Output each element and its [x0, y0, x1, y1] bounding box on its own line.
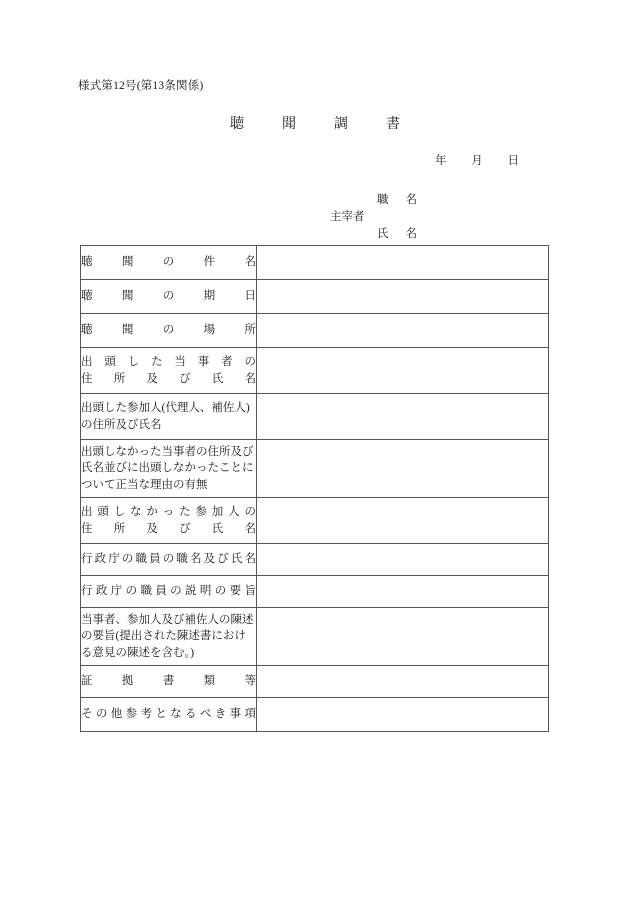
- row-value-evidence-documents[interactable]: [257, 666, 549, 698]
- row-label-hearing-subject: [81, 246, 257, 280]
- row-label-absent-intervenor-address-name: [81, 498, 257, 544]
- label-text: 出頭した参加人(代理人、補佐人)の住所及び氏名: [81, 402, 250, 431]
- label-text: その他参考となるべき事項: [81, 708, 256, 721]
- page-title: 聴聞調書: [230, 117, 400, 132]
- row-value-attending-intervenor-address-name[interactable]: [257, 394, 549, 440]
- label-text-line1: 出頭しなかった参加人の: [81, 506, 256, 518]
- label-text: 証拠書類等: [81, 675, 256, 688]
- presiding-label: 主宰者: [330, 211, 365, 223]
- row-label-agency-staff-post-name: [81, 544, 257, 576]
- label-text: 聴聞の件名: [81, 256, 256, 269]
- table-row: [81, 348, 549, 394]
- label-text: 当事者、参加人及び補佐人の陳述の要旨(提出された陳述書における意見の陳述を含む。): [81, 613, 254, 659]
- row-label-attending-intervenor-address-name: [81, 394, 257, 440]
- row-value-statements-summary[interactable]: [257, 608, 549, 666]
- table-row: [81, 608, 549, 666]
- row-label-attending-party-address-name: [81, 348, 257, 394]
- row-value-attending-party-address-name[interactable]: [257, 348, 549, 394]
- table-row: [81, 246, 549, 280]
- row-label-hearing-place: [81, 314, 257, 348]
- row-value-hearing-date[interactable]: [257, 280, 549, 314]
- label-text: 出頭しなかった当事者の住所及び氏名並びに出頭しなかったことについて正当な理由の有無: [81, 445, 254, 491]
- row-label-absent-party-reason: [81, 440, 257, 498]
- table-body: [81, 246, 549, 732]
- row-value-absent-party-reason[interactable]: [257, 440, 549, 498]
- table-row: [81, 576, 549, 608]
- label-text-line2: 住所及び氏名: [81, 372, 256, 385]
- table-row: [81, 314, 549, 348]
- date-placeholder: 年 月 日: [435, 155, 519, 167]
- row-value-other-reference-matters[interactable]: [257, 698, 549, 732]
- row-label-other-reference-matters: [81, 698, 257, 732]
- row-label-hearing-date: [81, 280, 257, 314]
- presiding-name-label: 氏名: [377, 228, 417, 240]
- row-value-agency-staff-post-name[interactable]: [257, 544, 549, 576]
- row-value-agency-staff-explanation[interactable]: [257, 576, 549, 608]
- label-text-line2: 住所及び氏名: [81, 522, 256, 535]
- row-value-absent-intervenor-address-name[interactable]: [257, 498, 549, 544]
- row-value-hearing-subject[interactable]: [257, 246, 549, 280]
- table-row: [81, 698, 549, 732]
- form-number: 様式第12号(第13条関係): [78, 80, 204, 92]
- row-value-hearing-place[interactable]: [257, 314, 549, 348]
- row-label-evidence-documents: [81, 666, 257, 698]
- label-text: 行政庁の職員の職名及び氏名: [81, 553, 256, 566]
- table-row: [81, 440, 549, 498]
- table-row: [81, 666, 549, 698]
- table-row: [81, 280, 549, 314]
- label-text: 行政庁の職員の説明の要旨: [81, 585, 256, 598]
- table-row: [81, 394, 549, 440]
- label-text: 聴聞の期日: [81, 290, 256, 303]
- table-row: [81, 498, 549, 544]
- table-row: [81, 544, 549, 576]
- label-text-line1: 出頭した当事者の: [81, 356, 256, 368]
- row-label-statements-summary: [81, 608, 257, 666]
- presiding-post-label: 職名: [377, 194, 417, 206]
- hearing-record-table: [80, 245, 549, 732]
- label-text: 聴聞の場所: [81, 324, 256, 337]
- row-label-agency-staff-explanation: [81, 576, 257, 608]
